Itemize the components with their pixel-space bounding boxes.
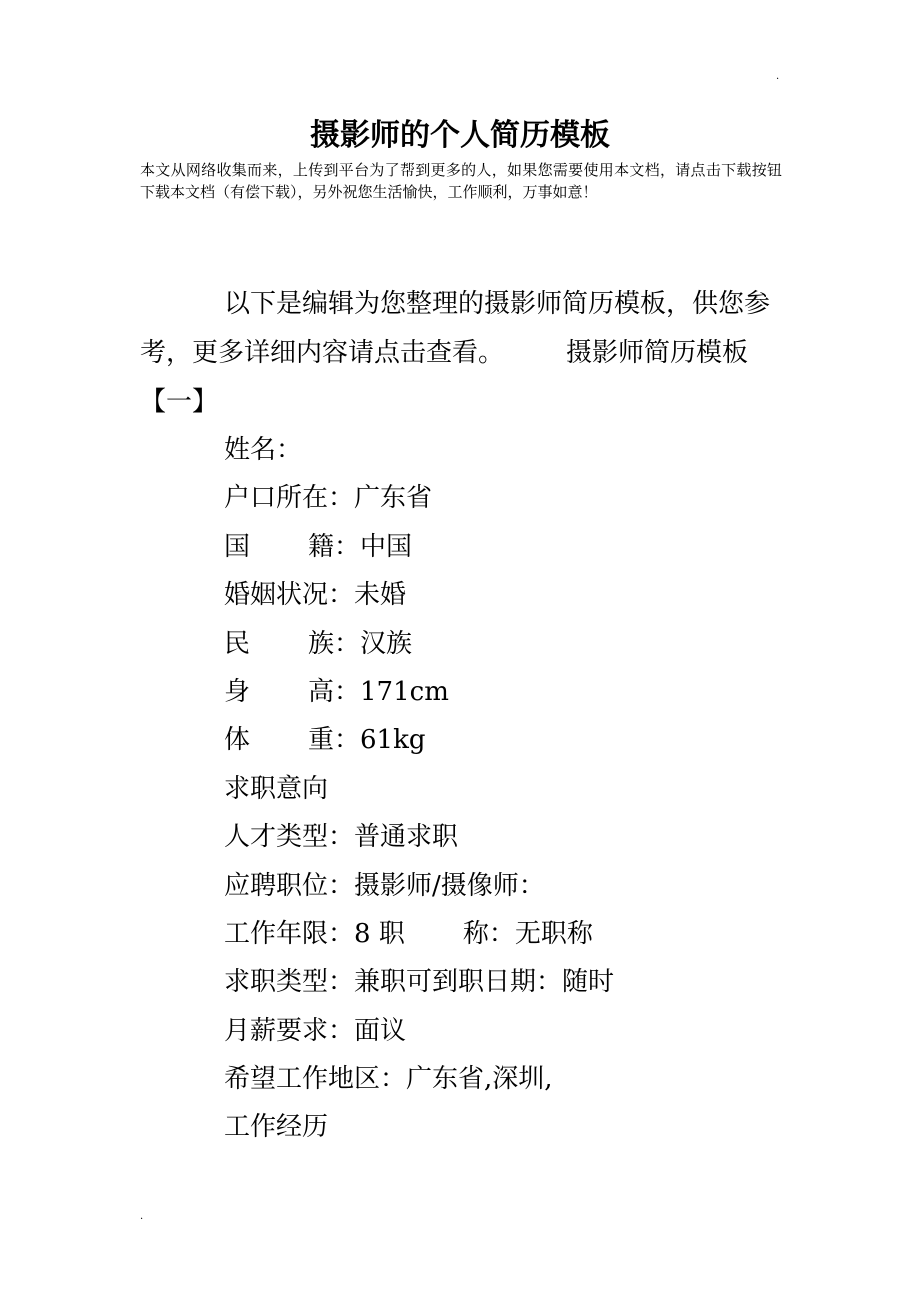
field-nationality <box>224 523 784 571</box>
field-label-part: 体 <box>224 725 251 756</box>
field-label: 姓名： <box>224 435 303 465</box>
field-label-part: 重： <box>308 725 361 756</box>
field-value: 无职称 <box>514 918 593 949</box>
document-title: 摄影师的个人简历模板 <box>310 118 610 153</box>
intro-text: 以下是编辑为您整理的摄影师简历模板，供您参考，更多详细内容请点击查看。 <box>140 289 771 368</box>
field-label: 月薪要求： <box>224 1015 355 1046</box>
field-label-part: 族： <box>308 628 361 659</box>
resume-field-list <box>224 426 784 1152</box>
field-label-part: 国 <box>224 531 251 562</box>
field-value: 面议 <box>354 1015 407 1046</box>
field-value: 中国 <box>360 531 413 562</box>
field-label <box>224 523 360 571</box>
field-height <box>224 668 784 716</box>
download-notice: 本文从网络收集而来，上传到平台为了帮到更多的人，如果您需要使用本文档，请点击下载按钮下载本文档（有偿下载），另外祝您生活愉快，工作顺利，万事如意！ <box>140 161 782 201</box>
field-label: 求职类型： <box>224 967 355 998</box>
field-label-part: 籍： <box>308 531 361 562</box>
field-preferred-region <box>224 1055 784 1103</box>
page-marker-dot: . <box>776 71 780 82</box>
field-label: 称： <box>462 918 515 949</box>
field-label-part: 民 <box>224 628 251 659</box>
field-weight <box>224 716 784 764</box>
section-heading-job-intent: 求职意向 <box>224 773 329 804</box>
field-label <box>224 620 360 668</box>
field-value: 171cm <box>360 676 449 707</box>
field-label: 户口所在： <box>224 483 355 514</box>
field-talent-type <box>224 813 784 861</box>
section-heading-work-experience: 工作经历 <box>224 1112 329 1143</box>
field-value: 未婚 <box>354 580 407 611</box>
field-label: 希望工作地区： <box>224 1064 407 1095</box>
page-marker-dot: . <box>140 1211 144 1222</box>
field-job-type <box>224 958 784 1006</box>
field-ethnicity <box>224 620 784 668</box>
field-label: 应聘职位： <box>224 870 355 901</box>
field-value: 普通求职 <box>354 822 459 853</box>
field-value: 摄影师/摄像师： <box>354 870 545 901</box>
field-work-years <box>224 910 784 958</box>
section-heading-template-1: 摄影师简历模板【一】 <box>140 338 749 417</box>
field-label <box>224 668 360 716</box>
field-label <box>224 716 360 764</box>
field-value: 广东省 <box>354 483 433 514</box>
field-label-part: 身 <box>224 676 251 707</box>
field-name <box>224 426 784 474</box>
field-value: 兼职可到职日期：随时 <box>354 967 615 998</box>
field-value: 8 职 <box>354 918 405 949</box>
field-label: 婚姻状况： <box>224 580 355 611</box>
field-label: 人才类型： <box>224 822 355 853</box>
field-value: 汉族 <box>360 628 413 659</box>
field-value: 广东省,深圳, <box>406 1064 553 1095</box>
field-position <box>224 862 784 910</box>
field-marital-status <box>224 571 784 619</box>
field-label-part: 高： <box>308 676 361 707</box>
field-label: 工作年限： <box>224 918 355 949</box>
field-value: 61kg <box>360 725 426 756</box>
intro-paragraph <box>140 280 782 427</box>
field-salary <box>224 1007 784 1055</box>
field-hukou <box>224 474 784 522</box>
